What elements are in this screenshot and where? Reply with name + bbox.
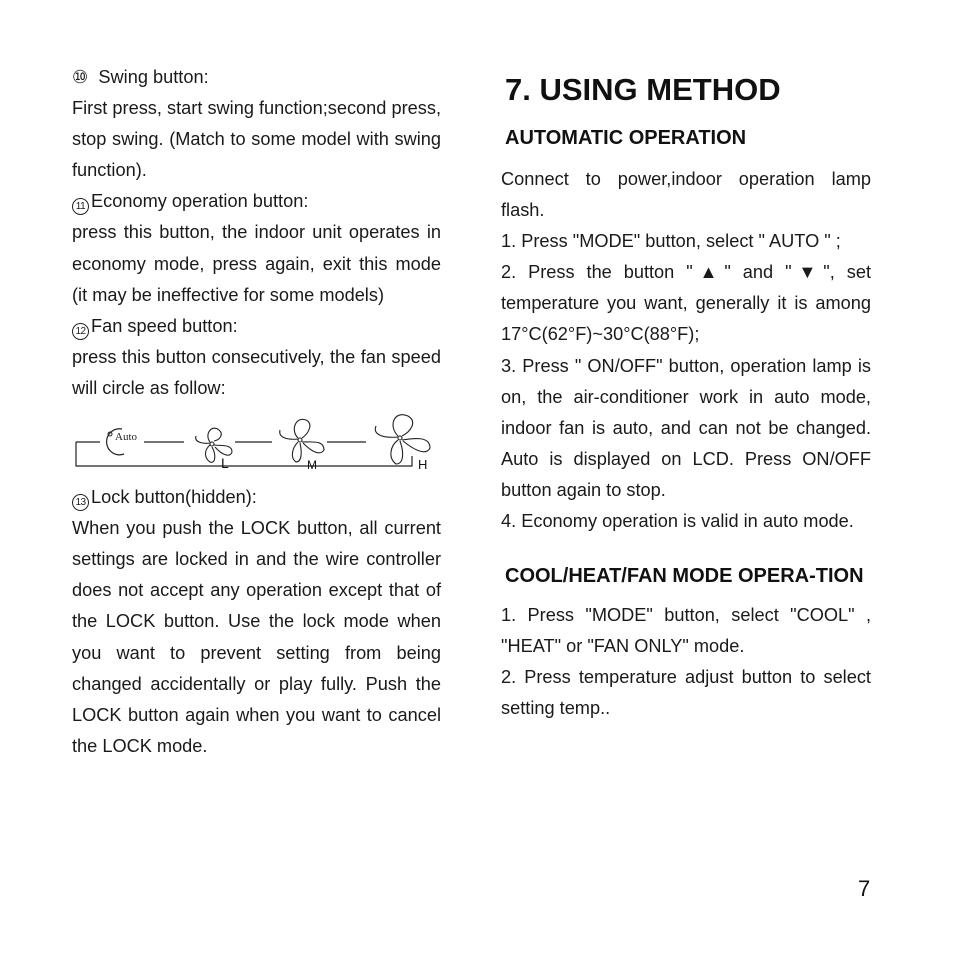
- item-number-10: ⑩: [72, 67, 89, 87]
- auto-paragraph: 3. Press " ON/OFF" button, operation lamp is on, the air-conditioner work in auto mode, indoor fan is auto, and can not be changed. Auto is displayed on LCD. Press ON/OFF button again to stop.: [501, 355, 871, 500]
- cool-paragraph: 2. Press temperature adjust button to select setting temp..: [501, 667, 871, 719]
- economy-heading: [72, 186, 441, 217]
- mid-label: M: [307, 458, 317, 473]
- economy-body: press this button, the indoor unit operates in economy mode, press again, exit this mode (it may be ineffective for some models): [72, 222, 441, 305]
- fan-speed-body: press this button consecutively, the fan speed will circle as follow:: [72, 346, 441, 398]
- auto-label: Auto: [115, 431, 137, 444]
- lock-title: Lock button(hidden):: [91, 487, 257, 508]
- fan-speed-cycle-diagram: [72, 414, 441, 476]
- right-column: [501, 164, 871, 725]
- mid-fan-icon: [280, 419, 324, 462]
- cool-paragraph: 1. Press "MODE" button, select "COOL" , "HEAT" or "FAN ONLY" mode.: [501, 605, 871, 657]
- low-label: L: [221, 455, 229, 472]
- left-column: [72, 62, 441, 762]
- fan-speed-title: Fan speed button:: [91, 315, 238, 336]
- economy-title: Economy operation button:: [91, 191, 309, 212]
- page-number: 7: [858, 876, 871, 901]
- lock-heading: [72, 482, 441, 513]
- auto-paragraph: 1. Press "MODE" button, select " AUTO " ;: [501, 231, 841, 252]
- item-number-12: 12: [72, 323, 89, 340]
- swing-heading: [72, 62, 441, 93]
- swing-body: First press, start swing function;second press, stop swing. (Match to some model with swing function).: [72, 98, 441, 181]
- auto-fan-icon: [107, 429, 138, 455]
- cool-heat-fan-heading: COOL/HEAT/FAN MODE OPERA-TION: [505, 565, 864, 588]
- auto-paragraph: 4. Economy operation is valid in auto mode.: [501, 511, 854, 532]
- section-title: 7. USING METHOD: [505, 72, 781, 107]
- auto-paragraph: 2. Press the button "▲" and "▼", set temperature you want, generally it is among 17°C(62°F)~30°C(88°F);: [501, 262, 871, 345]
- high-label: H: [418, 457, 428, 473]
- auto-paragraph: Connect to power,indoor operation lamp flash.: [501, 169, 871, 221]
- fan-speed-heading: [72, 311, 441, 342]
- swing-title: Swing button:: [98, 67, 209, 87]
- item-number-11: 11: [72, 198, 89, 215]
- lock-body: When you push the LOCK button, all current settings are locked in and the wire controller does not accept any operation except that of the LOCK button. Use the lock mode when you want to prevent setting from being changed accidentally or play fully. Push the LOCK button again when you want to cancel the LOCK mode.: [72, 518, 441, 756]
- automatic-operation-heading: AUTOMATIC OPERATION: [505, 127, 747, 149]
- item-number-13: 13: [72, 494, 89, 511]
